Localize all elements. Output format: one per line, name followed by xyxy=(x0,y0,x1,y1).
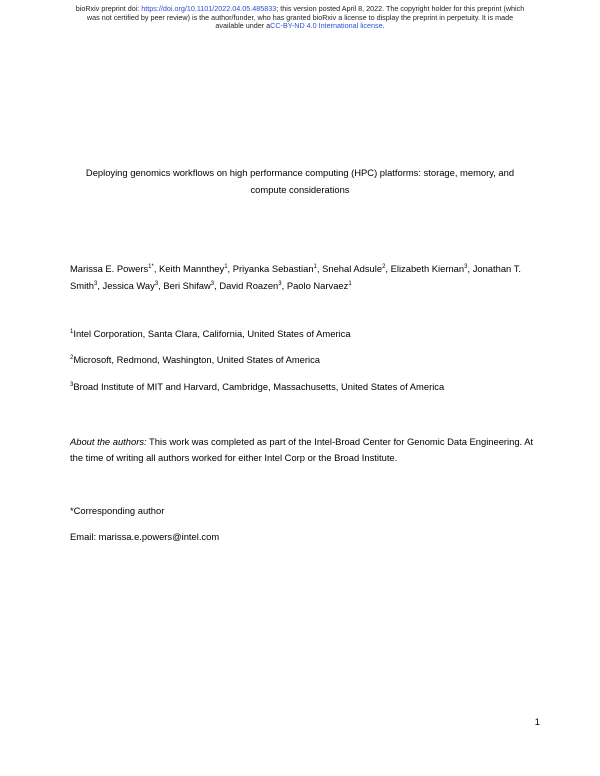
license-link[interactable]: CC-BY-ND 4.0 International license xyxy=(270,21,383,31)
about-label: About the authors: xyxy=(70,436,147,447)
affiliation-2: $^2$Microsoft, Redmond, Washington, United States of America xyxy=(70,354,320,365)
page-number: 1 xyxy=(534,716,540,727)
author-name: Marissa E. Powers xyxy=(70,263,149,274)
author-name: Priyanka Sebastian xyxy=(232,263,314,274)
author-affiliation-mark: 3 xyxy=(154,281,159,287)
author-entry xyxy=(159,263,233,274)
author-separator: , xyxy=(227,263,233,274)
author-entry xyxy=(163,280,219,291)
author-separator: , xyxy=(158,280,164,291)
author-entry xyxy=(322,263,391,274)
author-affiliation-mark: 3 xyxy=(278,281,282,287)
author-name: Paolo Narvaez xyxy=(286,280,349,291)
author-name: Jonathan T. Smith xyxy=(70,263,521,291)
about-text: This work was completed as part of the Intel-Broad Center for Genomic Data Engineering. At the time of writing all authors worked for either Intel Corp or the Broad Institute. xyxy=(70,436,534,463)
corresponding-email: Email: marissa.e.powers@intel.com xyxy=(70,531,220,542)
author-entry xyxy=(233,263,322,274)
author-name: David Roazen xyxy=(219,280,279,291)
author-list xyxy=(70,260,540,294)
author-separator: , xyxy=(153,263,160,274)
doi-link[interactable]: https://doi.org/10.1101/2022.04.05.485833 xyxy=(141,4,277,13)
preprint-header-line-2: was not certified by peer review) is the author/funder, who has granted bioRxiv a license to display the preprint in perpetuity. It is made xyxy=(86,12,514,22)
author-affiliation-mark: 1 xyxy=(224,264,228,270)
author-separator: , xyxy=(385,263,391,274)
author-affiliation-mark: 2 xyxy=(382,264,386,270)
author-affiliation-mark: 3 xyxy=(210,281,215,287)
author-entry xyxy=(391,263,473,274)
author-affiliation-mark: 1* xyxy=(148,264,154,270)
affiliation-1: $^1$Intel Corporation, Santa Clara, California, United States of America xyxy=(70,328,351,339)
author-affiliation-mark: 1 xyxy=(313,264,317,270)
author-separator: , xyxy=(214,280,220,291)
author-name: Keith Mannthey xyxy=(159,263,225,274)
author-name: Beri Shifaw xyxy=(163,280,211,291)
paper-title xyxy=(60,164,540,198)
author-affiliation-mark: 1 xyxy=(348,281,352,287)
author-entry xyxy=(287,280,352,291)
author-entry xyxy=(219,280,286,291)
preprint-header-line-3: available under aCC-BY-ND 4.0 International license. xyxy=(215,21,385,31)
author-affiliation-mark: 3 xyxy=(464,264,468,270)
author-affiliation-mark: 3 xyxy=(93,281,98,287)
author-separator: , xyxy=(467,263,473,274)
author-name: Snehal Adsule xyxy=(322,263,383,274)
paper-title-line-1: Deploying genomics workflows on high performance computing (HPC) platforms: storage, memory, and xyxy=(85,167,515,178)
author-name: Elizabeth Kiernan xyxy=(390,263,465,274)
paper-title-line-2: compute considerations xyxy=(250,184,350,195)
preprint-header-line-1: bioRxiv preprint doi: https://doi.org/10.1101/2022.04.05.485833; this version posted April 8, 2022. The copyright holder for this preprint (which xyxy=(75,4,525,13)
author-separator: , xyxy=(97,280,103,291)
affiliation-3: $^3$Broad Institute of MIT and Harvard, Cambridge, Massachusetts, United States of America xyxy=(70,381,445,392)
about-the-authors xyxy=(70,434,540,466)
preprint-header xyxy=(40,5,560,31)
corresponding-author-note: *Corresponding author xyxy=(70,505,165,516)
author-entry xyxy=(70,263,159,274)
author-name: Jessica Way xyxy=(102,280,155,291)
author-separator: , xyxy=(316,263,323,274)
author-entry xyxy=(103,280,164,291)
author-separator: , xyxy=(281,280,287,291)
